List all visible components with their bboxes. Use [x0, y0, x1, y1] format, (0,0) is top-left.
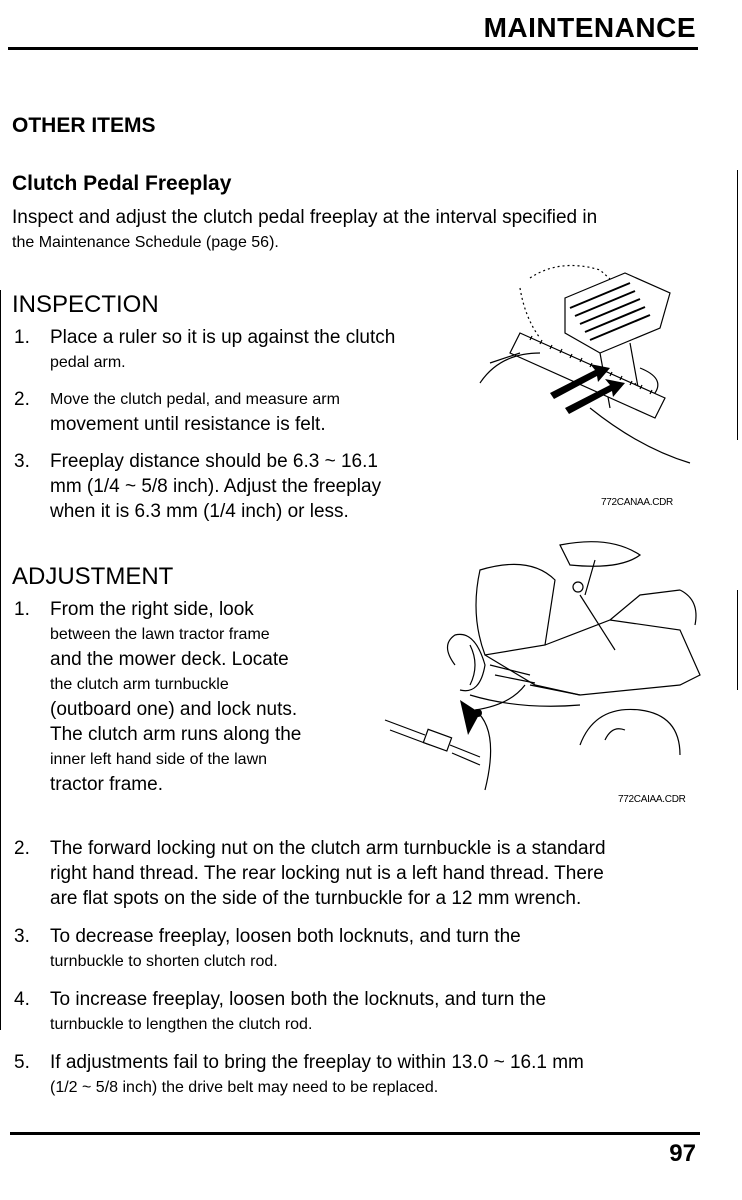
step-text: If adjustments fail to bring the freeplay to within 13.0 ~ 16.1 mm: [50, 1052, 584, 1073]
footer-rule: [10, 1132, 700, 1135]
step-text: turnbuckle to shorten clutch rod.: [50, 953, 278, 970]
intro-line-1: Inspect and adjust the clutch pedal freeplay at the interval specified in: [12, 207, 598, 228]
step-number: 1.: [14, 327, 30, 348]
inspection-heading: INSPECTION: [12, 291, 159, 318]
right-margin-line-top: [737, 170, 738, 440]
step-number: 2.: [14, 389, 30, 410]
step-text: are flat spots on the side of the turnbuckle for a 12 mm wrench.: [50, 888, 582, 909]
adjustment-step-5: [12, 1050, 722, 1100]
header-rule: [8, 47, 698, 50]
step-text: the clutch arm turnbuckle: [50, 676, 229, 693]
inspection-step-2: [12, 387, 462, 437]
step-text: tractor frame.: [50, 774, 163, 795]
left-margin-line: [0, 290, 1, 1030]
subsection-title: Clutch Pedal Freeplay: [12, 172, 232, 195]
step-text: Move the clutch pedal, and measure arm: [50, 391, 340, 408]
adjustment-step-1: [12, 597, 382, 797]
step-text: From the right side, look: [50, 599, 254, 620]
step-text: when it is 6.3 mm (1/4 inch) or less.: [50, 501, 349, 522]
step-text: inner left hand side of the lawn: [50, 751, 268, 768]
subsection-intro: [12, 205, 712, 255]
step-number: 2.: [14, 838, 30, 859]
step-text: Place a ruler so it is up against the clutch: [50, 327, 396, 348]
adjustment-step-3: [12, 924, 722, 974]
adjustment-step-4: [12, 987, 722, 1037]
inspection-step-3: [12, 449, 462, 524]
step-text: The clutch arm runs along the: [50, 724, 302, 745]
intro-line-2: the Maintenance Schedule (page 56).: [12, 234, 279, 251]
step-text: turnbuckle to lengthen the clutch rod.: [50, 1016, 313, 1033]
step-number: 3.: [14, 926, 30, 947]
step-text: To increase freeplay, loosen both the locknuts, and turn the: [50, 989, 547, 1010]
step-text: between the lawn tractor frame: [50, 626, 270, 643]
step-text: mm (1/4 ~ 5/8 inch). Adjust the freeplay: [50, 476, 382, 497]
adjustment-step-2: [12, 836, 722, 911]
step-number: 5.: [14, 1052, 30, 1073]
right-margin-line-mid: [737, 590, 738, 690]
step-text: movement until resistance is felt.: [50, 414, 326, 435]
figure-label-inspection: 772CANAA.CDR: [601, 497, 673, 508]
step-number: 1.: [14, 599, 30, 620]
step-text: The forward locking nut on the clutch arm turnbuckle is a standard: [50, 838, 606, 859]
page-number: 97: [669, 1140, 696, 1167]
step-text: (1/2 ~ 5/8 inch) the drive belt may need to be replaced.: [50, 1079, 439, 1096]
inspection-step-1: [12, 325, 462, 375]
adjustment-step-1-list: [12, 597, 382, 797]
step-text: and the mower deck. Locate: [50, 649, 289, 670]
step-number: 4.: [14, 989, 30, 1010]
adjustment-heading: ADJUSTMENT: [12, 563, 174, 590]
adjustment-steps: [12, 836, 722, 1100]
step-text: (outboard one) and lock nuts.: [50, 699, 298, 720]
page-header-title: MAINTENANCE: [483, 12, 696, 43]
clutch-pedal-ruler-illustration: [470, 258, 700, 478]
step-number: 3.: [14, 451, 30, 472]
section-title: OTHER ITEMS: [12, 114, 156, 137]
step-text: pedal arm.: [50, 354, 126, 371]
figure-label-adjustment: 772CAIAA.CDR: [618, 794, 686, 805]
step-text: Freeplay distance should be 6.3 ~ 16.1: [50, 451, 378, 472]
inspection-steps: [12, 325, 462, 524]
lawn-tractor-turnbuckle-illustration: [380, 535, 710, 795]
step-text: right hand thread. The rear locking nut is a left hand thread. There: [50, 863, 604, 884]
step-text: To decrease freeplay, loosen both locknuts, and turn the: [50, 926, 521, 947]
